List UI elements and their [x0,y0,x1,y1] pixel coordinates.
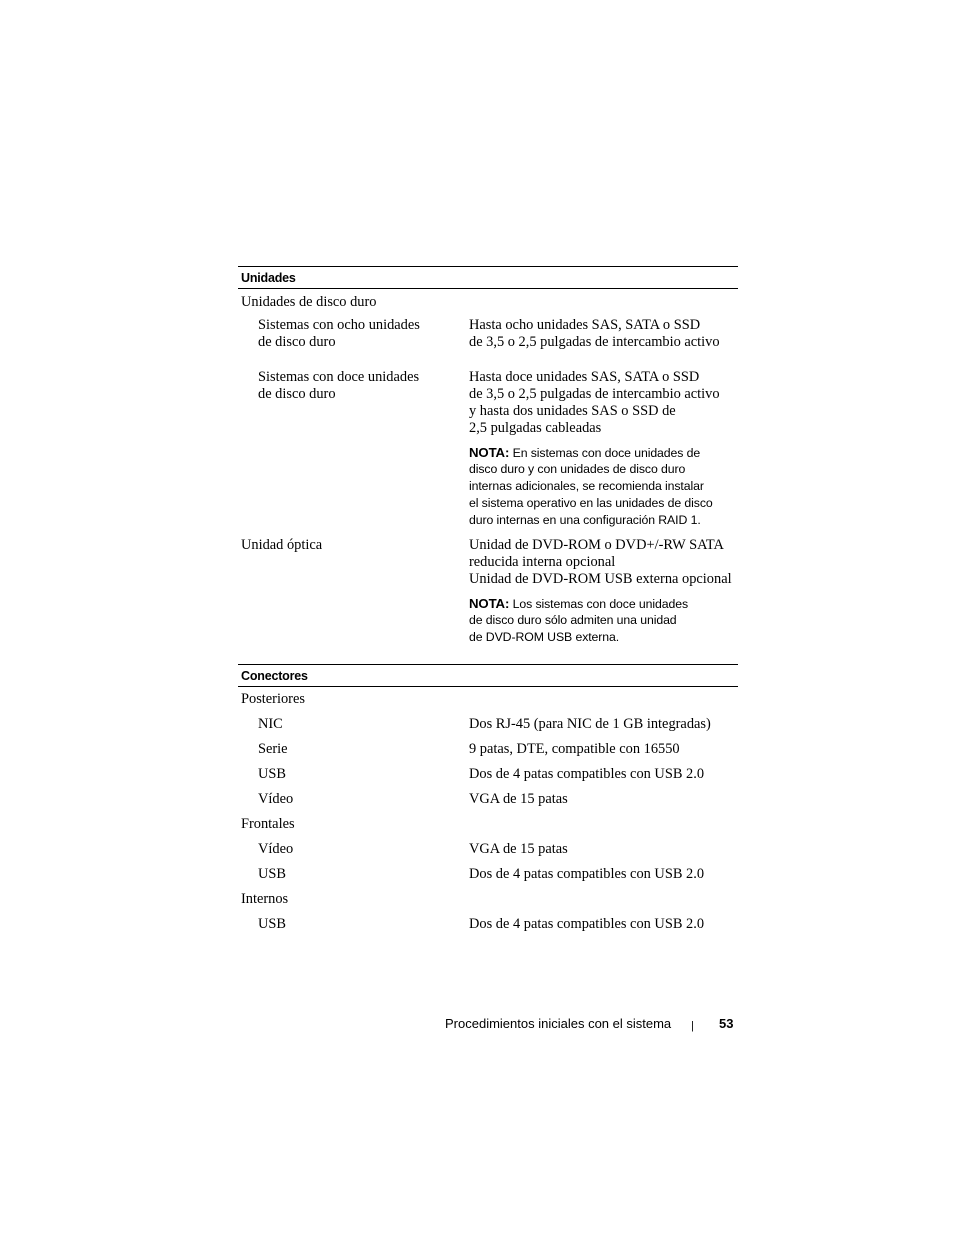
label-interno-usb: USB [258,916,286,932]
section-header-conectores: Conectores [238,664,738,687]
value-frontal-usb: Dos de 4 patas compatibles con USB 2.0 [469,866,705,882]
label-posterior-nic: NIC [258,716,283,732]
label-frontales: Frontales [241,816,295,832]
value-posterior-usb: Dos de 4 patas compatibles con USB 2.0 [469,766,705,782]
label-frontal-video: Vídeo [258,841,294,857]
nota-2-label: NOTA: [469,596,510,611]
value-optica-line1: Unidad de DVD-ROM o DVD+/-RW SATA [469,537,724,553]
nota-2-line2: de disco duro sólo admiten una unidad [469,613,677,627]
nota-2-line1 [469,595,688,613]
value-ocho-unidades-line2: de 3,5 o 2,5 pulgadas de intercambio activo [469,334,720,350]
nota-1-label: NOTA: [469,445,510,460]
nota-1-text-line1: En sistemas con doce unidades de [509,446,701,460]
value-ocho-unidades-line1: Hasta ocho unidades SAS, SATA o SSD [469,317,701,333]
label-ocho-unidades-line2: de disco duro [258,334,336,350]
section-header-unidades: Unidades [238,266,738,289]
value-frontal-video: VGA de 15 patas [469,841,568,857]
label-doce-unidades-line2: de disco duro [258,386,336,402]
nota-1-line3: internas adicionales, se recomienda instalar [469,479,704,493]
nota-2-text-line1: Los sistemas con doce unidades [509,597,689,611]
value-posterior-video: VGA de 15 patas [469,791,568,807]
footer-separator: | [691,1020,694,1032]
label-unidad-optica: Unidad óptica [241,537,323,553]
value-doce-unidades-line3: y hasta dos unidades SAS o SSD de [469,403,676,419]
label-posterior-serie: Serie [258,741,288,757]
label-unidades-disco-duro: Unidades de disco duro [241,294,377,310]
value-doce-unidades-line1: Hasta doce unidades SAS, SATA o SSD [469,369,700,385]
page-number: 53 [719,1016,734,1031]
value-optica-line2: reducida interna opcional [469,554,616,570]
nota-1-line2: disco duro y con unidades de disco duro [469,462,686,476]
footer-section-title: Procedimientos iniciales con el sistema [445,1016,672,1031]
label-posterior-video: Vídeo [258,791,294,807]
label-posterior-usb: USB [258,766,286,782]
value-interno-usb: Dos de 4 patas compatibles con USB 2.0 [469,916,705,932]
label-posteriores: Posteriores [241,691,305,707]
nota-1-line4: el sistema operativo en las unidades de disco [469,496,713,510]
nota-1-line1 [469,444,700,462]
label-internos: Internos [241,891,289,907]
nota-2-line3: de DVD-ROM USB externa. [469,630,620,644]
value-optica-line3: Unidad de DVD-ROM USB externa opcional [469,571,732,587]
label-ocho-unidades-line1: Sistemas con ocho unidades [258,317,420,333]
value-posterior-nic: Dos RJ-45 (para NIC de 1 GB integradas) [469,716,711,732]
value-doce-unidades-line4: 2,5 pulgadas cableadas [469,420,602,436]
label-doce-unidades-line1: Sistemas con doce unidades [258,369,420,385]
label-frontal-usb: USB [258,866,286,882]
value-doce-unidades-line2: de 3,5 o 2,5 pulgadas de intercambio activo [469,386,720,402]
value-posterior-serie: 9 patas, DTE, compatible con 16550 [469,741,680,757]
nota-1-line5: duro internas en una configuración RAID 1. [469,513,701,527]
